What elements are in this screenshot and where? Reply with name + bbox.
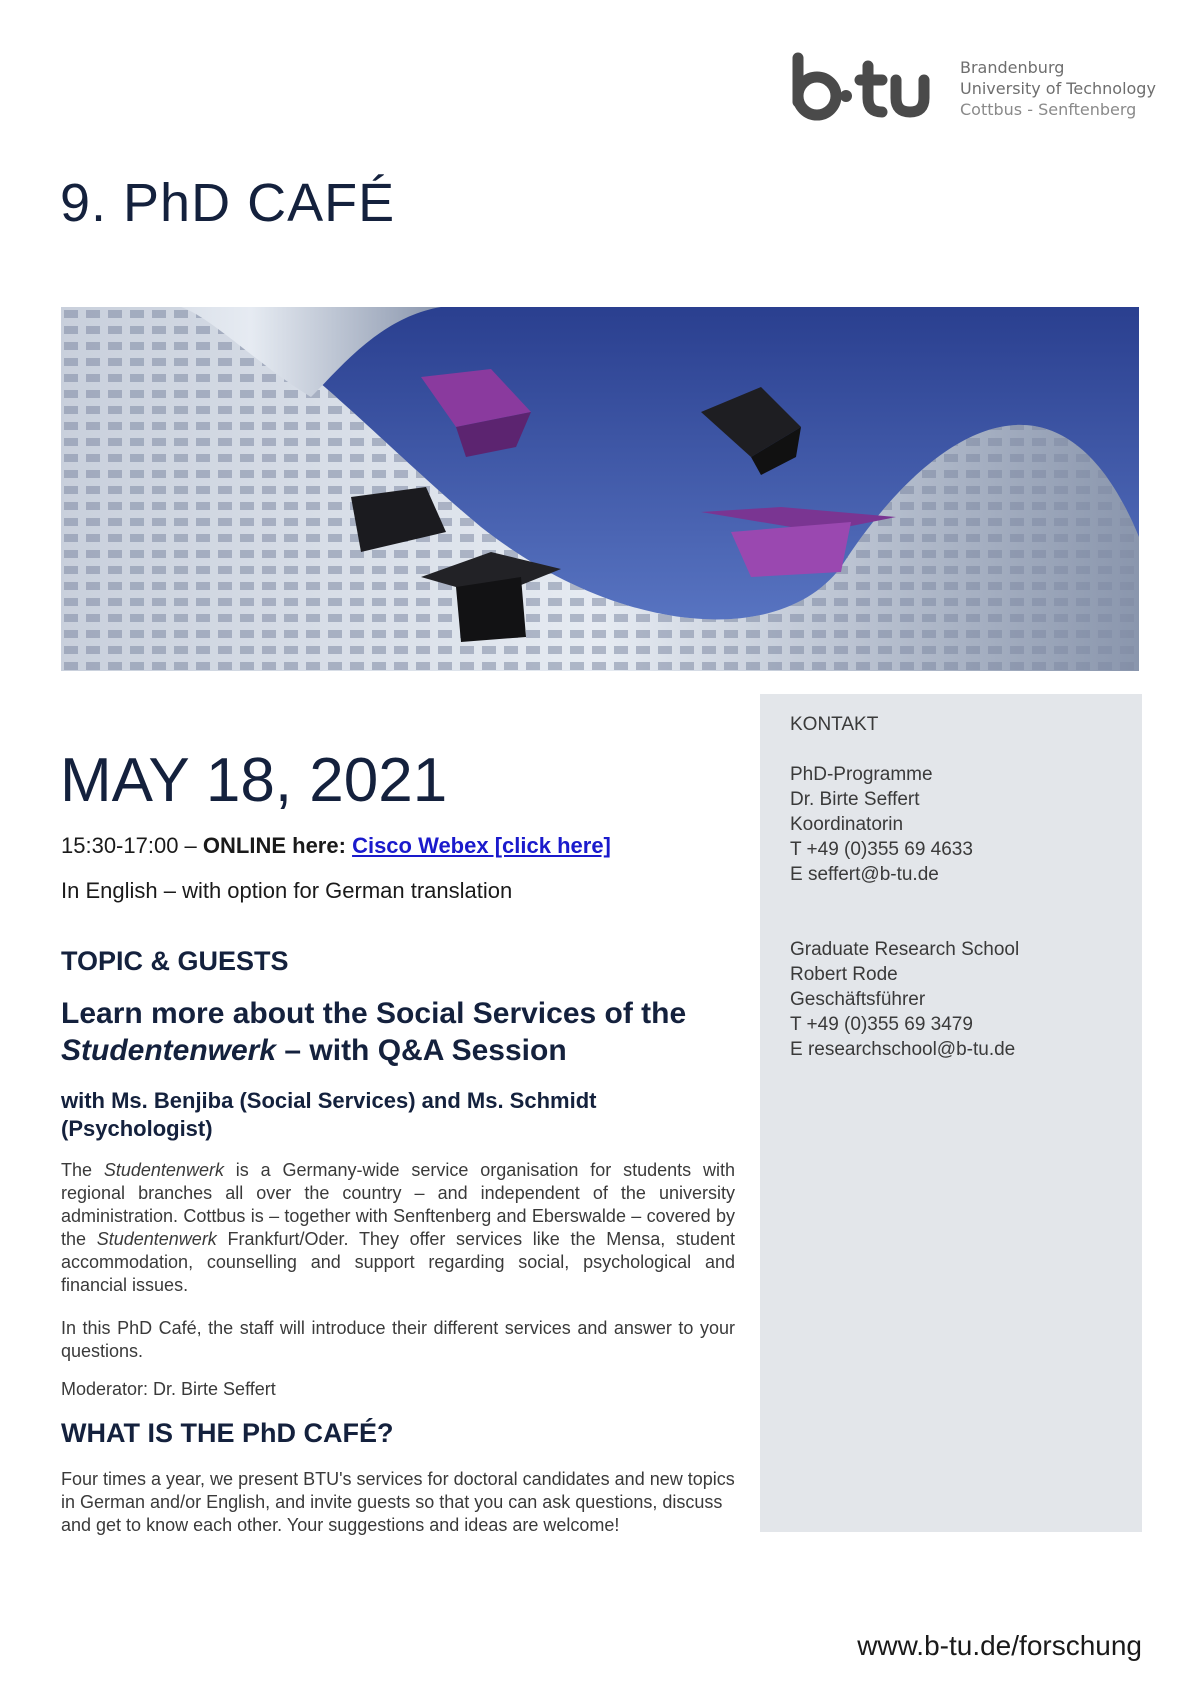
contact-phd-line: Koordinatorin xyxy=(790,814,904,835)
contact-phd-line: Dr. Birte Seffert xyxy=(790,789,920,810)
topic-headline-part1: Learn more about the Social Services of the xyxy=(61,997,687,1030)
contact-phd-line: PhD-Programme xyxy=(790,764,933,785)
contact-phd-email[interactable]: E seffert@b-tu.de xyxy=(790,864,939,885)
btu-logo-mark xyxy=(790,52,940,122)
page-title: 9. PhD CAFÉ xyxy=(60,173,396,233)
footer-url[interactable]: www.b-tu.de/forschung xyxy=(857,1630,1142,1661)
contact-grs-line: Geschäftsführer xyxy=(790,989,926,1010)
contact-grs-line: Robert Rode xyxy=(790,964,898,985)
online-label: ONLINE here: xyxy=(202,833,346,858)
contact-grs-email[interactable]: E researchschool@b-tu.de xyxy=(790,1039,1016,1060)
what-heading: WHAT IS THE PhD CAFÉ? xyxy=(61,1418,394,1448)
contact-grs-phone[interactable]: T +49 (0)355 69 3479 xyxy=(790,1014,973,1035)
guests-line: with Ms. Benjiba (Social Services) and Ms. Schmidt (Psychologist) xyxy=(61,1088,597,1141)
topic-headline xyxy=(61,995,741,1069)
what-paragraph: Four times a year, we present BTU's services for doctoral candidates and new topics in German and/or English, and invite guests so that you can ask questions, discuss and get to know each other. Your suggestions and ideas are welcome! xyxy=(61,1469,735,1535)
logo-line-2: University of Technology xyxy=(960,79,1156,98)
contact-sidebar xyxy=(760,694,1142,1532)
contact-block-phd xyxy=(790,762,1019,887)
p1-italic-1: Studentenwerk xyxy=(103,1160,224,1180)
contact-grs-line: Graduate Research School xyxy=(790,939,1020,960)
p1-part-c: Frankfurt/Oder. They offer services like the Mensa, student accommodation, counselling and support regarding social, psychological and financial issues. xyxy=(61,1229,735,1295)
btu-logo[interactable] xyxy=(790,52,1170,132)
logo-line-1: Brandenburg xyxy=(960,58,1065,77)
topic-headline-part2: – with Q&A Session xyxy=(276,1034,567,1067)
logo-wordmark xyxy=(960,57,1156,120)
p1-part-b: is a Germany-wide service organisation for students with regional branches all over the country – and independent of the university administration. Cottbus is – together with Senftenberg and Eberswalde – covered by the xyxy=(61,1160,735,1249)
event-time: 15:30-17:00 – xyxy=(61,833,203,858)
topic-heading: TOPIC & GUESTS xyxy=(61,946,289,976)
contact-title: KONTAKT xyxy=(790,714,879,735)
moderator-line: Moderator: Dr. Birte Seffert xyxy=(61,1379,276,1399)
event-time-line xyxy=(61,833,611,859)
webex-link[interactable]: Cisco Webex [click here] xyxy=(352,833,611,858)
hero-image xyxy=(61,307,1139,671)
event-language: In English – with option for German translation xyxy=(61,878,513,903)
contact-phd-phone[interactable]: T +49 (0)355 69 4633 xyxy=(790,839,973,860)
hero-illustration xyxy=(61,307,1139,671)
topic-headline-italic: Studentenwerk xyxy=(61,1034,277,1067)
p1-italic-2: Studentenwerk xyxy=(96,1229,217,1249)
p1-part-a: The xyxy=(61,1160,104,1180)
studentenwerk-paragraph xyxy=(61,1159,735,1297)
contact-block-grs xyxy=(790,937,1019,1062)
cafe-intro-paragraph: In this PhD Café, the staff will introduce their different services and answer to your questions. xyxy=(61,1318,735,1361)
event-date: MAY 18, 2021 xyxy=(60,746,448,815)
logo-line-3: Cottbus - Senftenberg xyxy=(960,100,1137,119)
